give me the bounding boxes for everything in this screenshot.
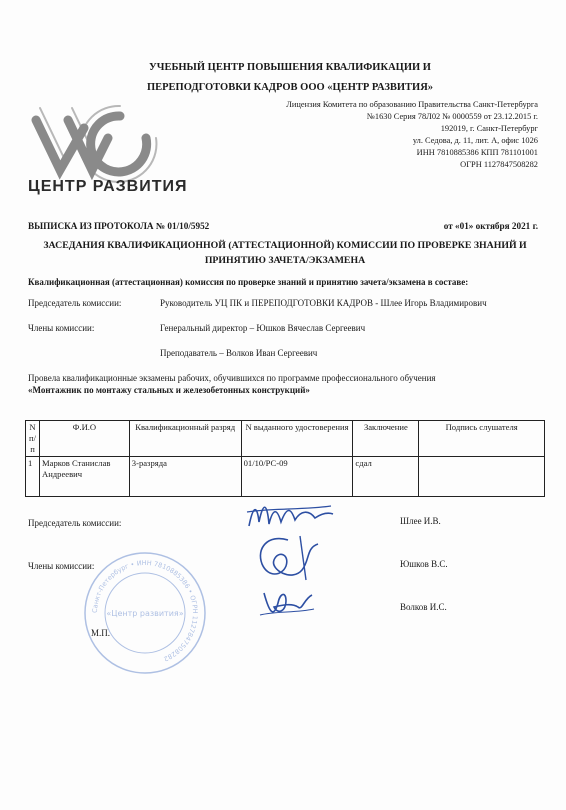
members-label: Члены комиссии: (28, 323, 95, 333)
license-info (218, 99, 538, 171)
table-header-row (26, 421, 545, 457)
cell-grade: 3-разряда (129, 457, 241, 497)
cell-certificate: 01/10/РС-09 (241, 457, 353, 497)
seal-placeholder-label: М.П. (91, 628, 111, 638)
member-value-1: Генеральный директор – Юшков Вячеслав Сергеевич (160, 323, 366, 333)
stamp-center-text: «Центр развития» (106, 609, 184, 618)
organization-stamp-icon (82, 550, 208, 676)
exam-description (28, 372, 436, 396)
signature-chair-name: Шлее И.В. (400, 516, 441, 526)
company-logo-text: ЦЕНТР РАЗВИТИЯ (28, 178, 188, 195)
stamp-ring-text: Санкт-Петербург • ИНН 7810885386 • ОГРН 1127847508282 (90, 558, 200, 663)
signature-member2-name: Волков И.С. (400, 602, 447, 612)
header-number: N п/п (26, 421, 40, 457)
member-value-2: Преподаватель – Волков Иван Сергеевич (160, 348, 318, 358)
signature-chair-label: Председатель комиссии: (28, 518, 122, 528)
cell-signature (419, 457, 545, 497)
meeting-title (40, 238, 530, 268)
inn-line: ИНН 7810885386 КПП 781101001 (416, 148, 538, 157)
header-conclusion: Заключение (353, 421, 419, 457)
address-line: 192019, г. Санкт-Петербург (440, 124, 538, 133)
chair-value: Руководитель УЦ ПК и ПЕРЕПОДГОТОВКИ КАДРОВ - Шлее Игорь Владимирович (160, 298, 487, 308)
header-certificate: N выданного удостоверения (241, 421, 353, 457)
protocol-date: от «01» октября 2021 г. (443, 221, 538, 231)
organization-title (120, 58, 460, 98)
signature-member1-name: Юшков В.С. (400, 559, 448, 569)
ogrn-line: ОГРН 1127847508282 (460, 160, 538, 169)
header-grade: Квалификационный разряд (129, 421, 241, 457)
table-row (26, 457, 545, 497)
exam-line: Провела квалификационные экзамены рабочих, обучившихся по программе профессионального обучения (28, 373, 436, 383)
member2-signature-icon (256, 585, 318, 621)
meeting-title-line2: ПРИНЯТИЮ ЗАЧЕТА/ЭКЗАМЕНА (204, 255, 366, 266)
address-line: ул. Седова, д. 11, лит. А, офис 1026 (412, 136, 538, 145)
member1-signature-icon (248, 530, 328, 588)
header-fio: Ф.И.О (39, 421, 129, 457)
license-line: Лицензия Комитета по образованию Правительства Санкт-Петербурга (286, 100, 538, 109)
organization-title-line2: ПЕРЕПОДГОТОВКИ КАДРОВ ООО «ЦЕНТР РАЗВИТИЯ» (146, 82, 434, 93)
header-signature: Подпись слушателя (419, 421, 545, 457)
signature-members-label: Члены комиссии: (28, 561, 95, 571)
chair-label: Председатель комиссии: (28, 298, 122, 308)
meeting-title-line1: ЗАСЕДАНИЯ КВАЛИФИКАЦИОННОЙ (АТТЕСТАЦИОННОЙ) КОМИССИИ ПО ПРОВЕРКЕ ЗНАНИЙ И (43, 240, 527, 251)
organization-title-line1: УЧЕБНЫЙ ЦЕНТР ПОВЫШЕНИЯ КВАЛИФИКАЦИИ И (149, 62, 431, 73)
license-line: №1630 Серия 78Л02 № 0000559 от 23.12.2015 г. (366, 112, 538, 121)
cell-number: 1 (26, 457, 40, 497)
protocol-number: ВЫПИСКА ИЗ ПРОТОКОЛА № 01/10/5952 (28, 221, 210, 231)
commission-composition: Квалификационная (аттестационная) комиссия по проверке знаний и принятию зачета/экзамена в составе: (28, 277, 469, 287)
cell-conclusion: сдал (353, 457, 419, 497)
results-table (25, 420, 545, 497)
cell-fio: Марков Станислав Андреевич (39, 457, 129, 497)
exam-program: «Монтажник по монтажу стальных и железобетонных конструкций» (28, 385, 310, 395)
